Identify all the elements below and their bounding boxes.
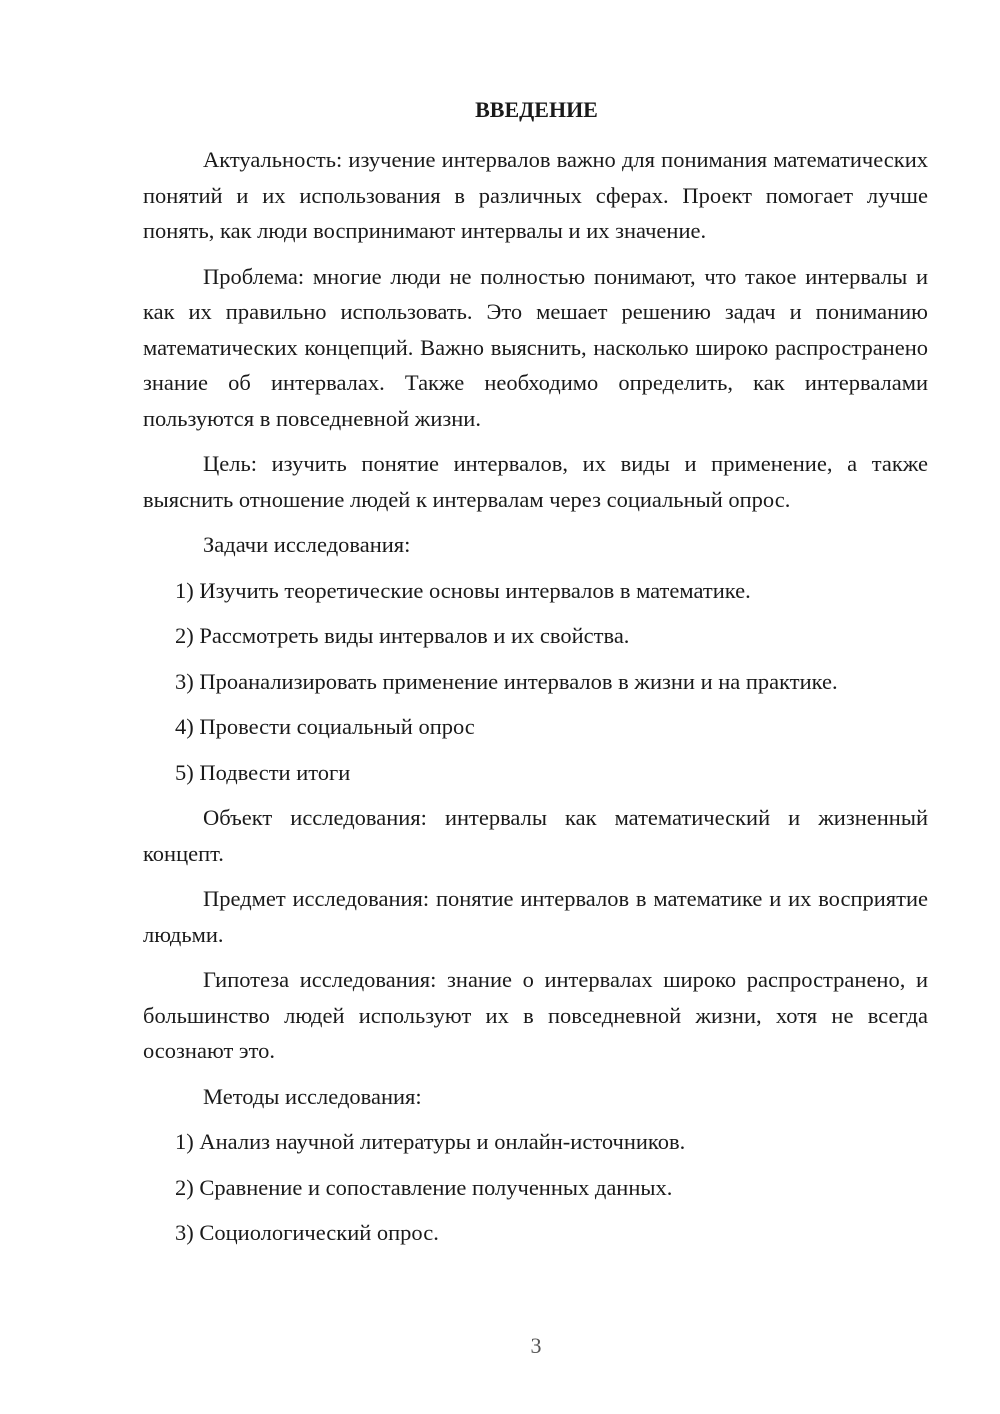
method-item: 2) Сравнение и сопоставление полученных данных. <box>175 1174 673 1200</box>
method-item: 1) Анализ научной литературы и онлайн-источников. <box>175 1129 686 1154</box>
tasks-heading: Задачи исследования: <box>203 532 411 557</box>
methods-heading: Методы исследования: <box>203 1083 422 1109</box>
task-item: 3) Проанализировать применение интервалов в жизни и на практике. <box>175 668 838 694</box>
relevance-paragraph: Актуальность: изучение интервалов важно для понимания математических понятий и их использования в различных сферах. Проект помогает лучше понять, как люди воспринимают интервалы и их значение. <box>143 147 928 243</box>
section-title: ВВЕДЕНИЕ <box>475 97 598 122</box>
subject-paragraph: Предмет исследования: понятие интервалов в математике и их восприятие людьми. <box>143 886 928 947</box>
hypothesis-paragraph: Гипотеза исследования: знание о интервалах широко распространено, и большинство людей используют их в повседневной жизни, хотя не всегда осознают это. <box>143 967 928 1063</box>
task-item: 4) Провести социальный опрос <box>175 714 475 739</box>
task-item: 1) Изучить теоретические основы интервалов в математике. <box>175 577 751 603</box>
object-paragraph: Объект исследования: интервалы как математический и жизненный концепт. <box>143 805 928 866</box>
method-item: 3) Социологический опрос. <box>175 1220 439 1245</box>
document-page <box>143 95 928 1261</box>
task-item: 2) Рассмотреть виды интервалов и их свойства. <box>175 623 630 648</box>
page-number: 3 <box>530 1333 542 1358</box>
goal-paragraph: Цель: изучить понятие интервалов, их виды и применение, а также выяснить отношение людей к интервалам через социальный опрос. <box>143 451 928 512</box>
problem-paragraph: Проблема: многие люди не полностью понимают, что такое интервалы и как их правильно использовать. Это мешает решению задач и пониманию математических концепций. Важно выяснить, насколько широко распространено знание об интервалах. Также необходимо определить, как интервалами пользуются в повседневной жизни. <box>143 263 928 431</box>
task-item: 5) Подвести итоги <box>175 759 351 785</box>
